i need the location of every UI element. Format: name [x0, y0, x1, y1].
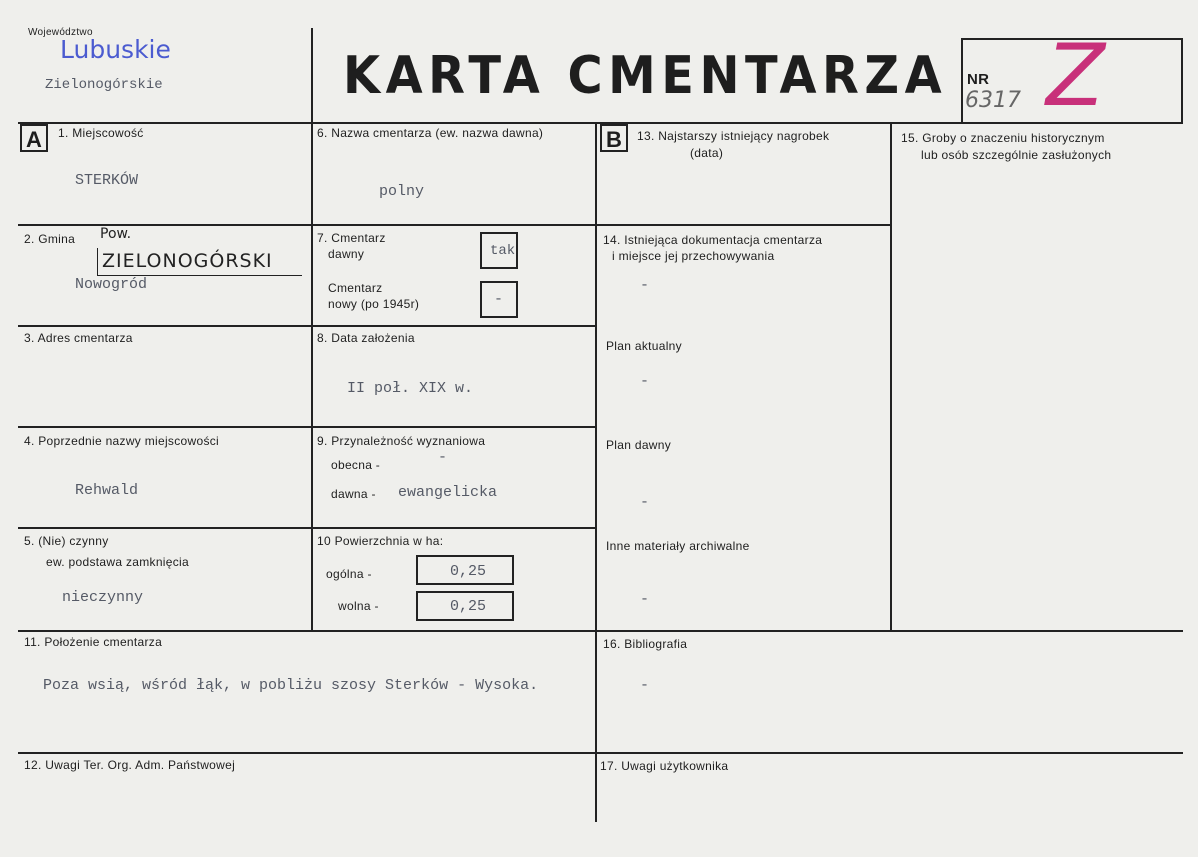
field-17-label: 17. Uwagi użytkownika [600, 759, 729, 773]
field-9-current-value: - [438, 449, 448, 466]
field-14-value: - [640, 277, 650, 294]
field-7-new-label: Cmentarz [328, 281, 383, 295]
category-mark: Z [1046, 26, 1105, 126]
field-14-label-2: i miejsce jej przechowywania [612, 249, 775, 263]
divider [890, 122, 892, 632]
field-15-label-2: lub osób szczególnie zasłużonych [921, 148, 1112, 162]
field-6-value: polny [379, 183, 425, 200]
field-10-free-label: wolna - [338, 599, 379, 613]
field-3-label: 3. Adres cmentarza [24, 331, 133, 345]
field-2-pow-handwritten: Pow. [100, 226, 132, 242]
page-title: KARTA CMENTARZA [343, 46, 948, 106]
field-16-label: 16. Bibliografia [603, 637, 688, 651]
field-14-label: 14. Istniejąca dokumentacja cmentarza [603, 233, 823, 247]
field-9-current-label: obecna - [331, 458, 381, 472]
field-4-value: Rehwald [75, 482, 139, 499]
field-6-label: 6. Nazwa cmentarza (ew. nazwa dawna) [317, 126, 544, 140]
field-5-value: nieczynny [62, 589, 144, 606]
field-1-value: STERKÓW [75, 172, 139, 189]
plan-old-value: - [640, 494, 650, 511]
field-9-former-label: dawna - [331, 487, 376, 501]
field-7-new-label-2: nowy (po 1945r) [328, 297, 420, 311]
field-7-old-value: tak [490, 243, 516, 259]
divider [18, 325, 596, 327]
field-2-value: Nowogród [75, 276, 148, 293]
field-13-label-2: (data) [690, 146, 724, 160]
archive-value: - [640, 591, 650, 608]
field-10-free-value: 0,25 [450, 598, 487, 615]
section-b-letter: B [600, 124, 628, 152]
field-12-label: 12. Uwagi Ter. Org. Adm. Państwowej [24, 758, 236, 772]
field-2-label: 2. Gmina [24, 232, 76, 246]
field-8-value: II poł. XIX w. [347, 380, 474, 397]
archive-label: Inne materiały archiwalne [606, 539, 750, 553]
divider [311, 28, 313, 630]
divider [18, 426, 596, 428]
field-7-new-value: - [494, 291, 504, 308]
plan-current-label: Plan aktualny [606, 339, 682, 353]
divider [18, 630, 1183, 632]
field-10-total-label: ogólna - [326, 567, 372, 581]
wojewodztwo-old: Zielonogórskie [45, 77, 163, 93]
field-9-label: 9. Przynależność wyznaniowa [317, 434, 486, 448]
field-9-former-value: ewangelicka [398, 484, 498, 501]
field-7-label-2: dawny [328, 247, 365, 261]
field-11-label: 11. Położenie cmentarza [24, 635, 163, 649]
wojewodztwo-stamp: Lubuskie [60, 35, 171, 64]
divider [18, 752, 1183, 754]
field-1-label: 1. Miejscowość [58, 126, 144, 140]
nr-value: 6317 [965, 88, 1021, 113]
nr-label: NR [967, 71, 990, 88]
plan-old-label: Plan dawny [606, 438, 672, 452]
field-5-label: 5. (Nie) czynny [24, 534, 109, 548]
field-15-label: 15. Groby o znaczeniu historycznym [901, 131, 1105, 145]
field-13-label: 13. Najstarszy istniejący nagrobek [637, 129, 830, 143]
field-10-total-value: 0,25 [450, 563, 487, 580]
field-11-value: Poza wsią, wśród łąk, w pobliżu szosy Sterków - Wysoka. [43, 677, 539, 694]
divider [595, 122, 597, 822]
divider [18, 527, 596, 529]
wojewodztwo-label: Województwo [28, 27, 93, 38]
divider [596, 224, 891, 226]
field-5-label-2: ew. podstawa zamknięcia [46, 555, 189, 569]
field-10-label: 10 Powierzchnia w ha: [317, 534, 444, 548]
field-4-label: 4. Poprzednie nazwy miejscowości [24, 434, 220, 448]
section-a-letter: A [20, 124, 48, 152]
field-2-pow-stamp: ZIELONOGÓRSKI [102, 250, 273, 272]
plan-current-value: - [640, 373, 650, 390]
field-16-value: - [640, 677, 650, 694]
field-8-label: 8. Data założenia [317, 331, 415, 345]
field-7-label: 7. Cmentarz [317, 231, 386, 245]
